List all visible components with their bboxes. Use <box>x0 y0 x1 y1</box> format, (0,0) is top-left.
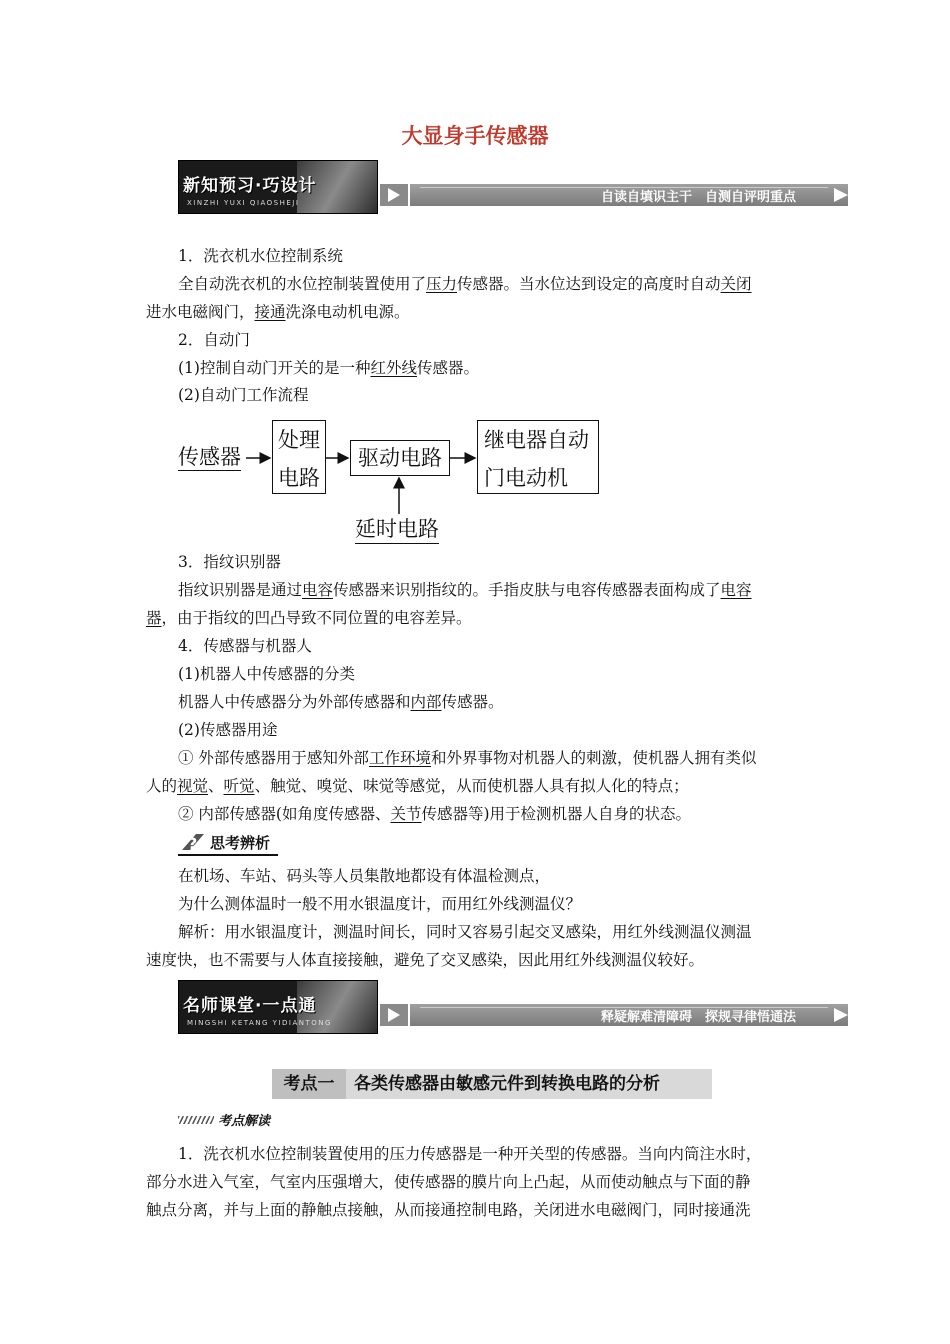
answer-blank: 视觉 <box>177 777 209 795</box>
subheading: (2)自动门工作流程 <box>178 386 309 404</box>
banner-bar-text: 自读自填识主干 自测自评明重点 <box>600 190 796 205</box>
answer-blank: 红外线 <box>370 359 417 377</box>
section-heading: 1．洗衣机水位控制系统 <box>178 247 343 265</box>
question-line: 为什么测体温时一般不用水银温度计，而用红外线测温仪？ <box>178 895 582 913</box>
answer-blank: 关闭 <box>720 275 752 293</box>
topic-heading <box>272 1069 712 1099</box>
subheading: (1)机器人中传感器的分类 <box>178 665 355 683</box>
paragraph-line: ① 外部传感器用于感知外部工作环境和外界事物对机器人的刺激，使机器人拥有类似 <box>178 749 757 767</box>
answer-blank: 内部 <box>410 693 442 711</box>
play-arrow-icon <box>380 1004 408 1026</box>
banner-logo <box>178 980 378 1034</box>
paragraph-line: 指纹识别器是通过电容传感器来识别指纹的。手指皮肤与电容传感器表面构成了电容 <box>178 581 752 599</box>
flow-arrows <box>0 0 950 560</box>
banner-bar-text: 释疑解难清障碍 探规寻律悟通法 <box>600 1010 796 1025</box>
answer-blank: 电容 <box>302 581 334 599</box>
banner-bar <box>410 1004 848 1026</box>
paragraph-line: 人的视觉、听觉、触觉、嗅觉、味觉等感觉，从而使机器人具有拟人化的特点； <box>146 777 689 795</box>
flow-node-relay: 继电器自动 门电动机 <box>477 420 599 494</box>
banner-subtitle: MINGSHI KETANG YIDIANTONG <box>187 1019 332 1027</box>
answer-blank: 器 <box>146 609 162 627</box>
flow-node-drive: 驱动电路 <box>350 440 450 476</box>
banner-subtitle: XINZHI YUXI QIAOSHEJI <box>187 199 300 207</box>
paragraph-line: 机器人中传感器分为外部传感器和内部传感器。 <box>178 693 504 711</box>
page-title: 大显身手传感器 <box>401 124 549 148</box>
answer-blank: 电容 <box>720 581 752 599</box>
paragraph-line: 器，由于指纹的凹凸导致不同位置的电容差异。 <box>146 609 472 627</box>
question-mark-icon <box>178 830 208 856</box>
answer-line: 速度快，也不需要与人体直接接触，避免了交叉感染，因此用红外线测温仪较好。 <box>146 951 705 969</box>
subheading: (2)传感器用途 <box>178 721 278 739</box>
paragraph-line: 触点分离，并与上面的静触点接触，从而接通控制电路，关闭进水电磁阀门，同时接通洗 <box>146 1201 751 1219</box>
answer-blank: 工作环境 <box>368 749 431 767</box>
paragraph-line: 1．洗衣机水位控制装置使用的压力传感器是一种开关型的传感器。当向内筒注水时， <box>178 1145 762 1163</box>
section-heading: 2．自动门 <box>178 331 250 349</box>
topic-number: 考点一 <box>272 1069 346 1099</box>
banner-tail-icon <box>834 1008 848 1022</box>
paragraph-line: 全自动洗衣机的水位控制装置使用了压力传感器。当水位达到设定的高度时自动关闭 <box>178 275 752 293</box>
answer-blank: 接通 <box>254 303 286 321</box>
hatch-decoration <box>178 1116 214 1124</box>
flow-node-delay: 延时电路 <box>355 515 439 544</box>
banner-title: 名师课堂·一点通 <box>183 996 317 1016</box>
paragraph-line: 进水电磁阀门，接通洗涤电动机电源。 <box>146 303 410 321</box>
answer-line: 解析：用水银温度计，测温时间长，同时又容易引起交叉感染，用红外线测温仪测温 <box>178 923 752 941</box>
section-heading: 3．指纹识别器 <box>178 553 281 571</box>
answer-blank: 压力 <box>426 275 458 293</box>
paragraph-line: (1)控制自动门开关的是一种红外线传感器。 <box>178 359 479 377</box>
flow-node-process: 处理 电路 <box>272 420 326 494</box>
topic-title: 各类传感器由敏感元件到转换电路的分析 <box>354 1074 660 1094</box>
svg-text:?: ? <box>188 834 198 853</box>
section-banner-lecture <box>178 980 848 1034</box>
banner-title: 新知预习·巧设计 <box>183 176 317 196</box>
question-line: 在机场、车站、码头等人员集散地都设有体温检测点， <box>178 867 551 885</box>
answer-blank: 听觉 <box>223 777 255 795</box>
flow-node-sensor: 传感器 <box>178 445 241 469</box>
answer-blank: 关节 <box>390 805 422 823</box>
paragraph-line: 部分水进入气室，气室内压强增大，使传感器的膜片向上凸起，从而使动触点与下面的静 <box>146 1173 751 1191</box>
paragraph-line: ② 内部传感器(如角度传感器、关节传感器等)用于检测机器人自身的状态。 <box>178 805 692 823</box>
section-heading: 4．传感器与机器人 <box>178 637 312 655</box>
